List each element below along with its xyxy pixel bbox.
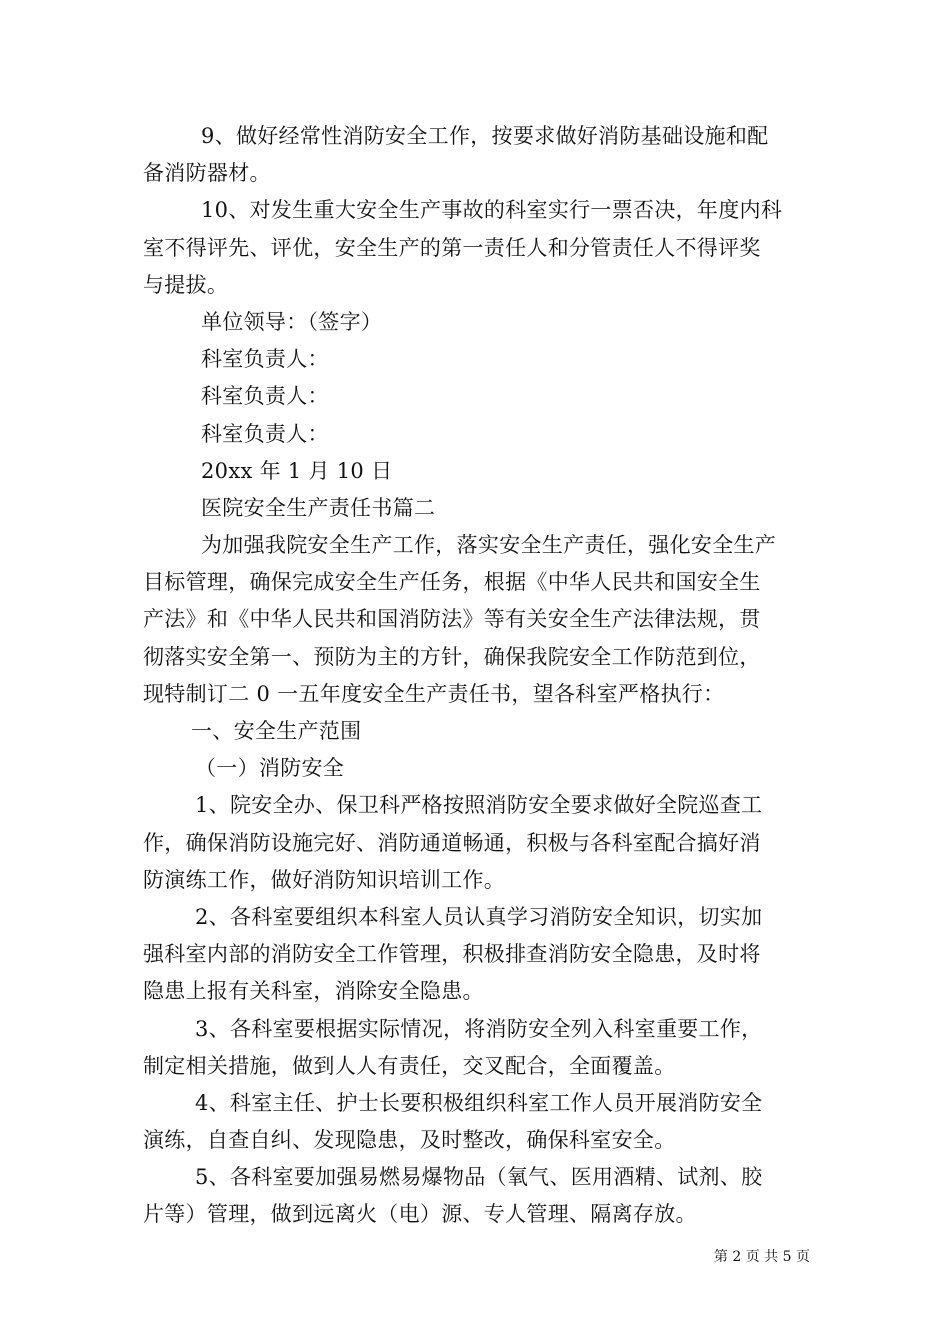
paragraph-line: 5、各科室要加强易燃易爆物品（氧气、医用酒精、试剂、胶 (195, 1165, 763, 1190)
paragraph-line: 备消防器材。 (143, 161, 271, 186)
heading-fire-safety: （一）消防安全 (195, 756, 345, 781)
paragraph-line: 强科室内部的消防安全工作管理，积极排查消防安全隐患，及时将 (143, 942, 761, 967)
signature-dept-head: 科室负责人： (201, 347, 329, 372)
signature-dept-head: 科室负责人： (201, 384, 329, 409)
paragraph-line: 1、院安全办、保卫科严格按照消防安全要求做好全院巡查工 (195, 793, 763, 818)
heading-safety-scope: 一、安全生产范围 (191, 719, 362, 743)
paragraph-line: 室不得评先、评优，安全生产的第一责任人和分管责任人不得评奖 (143, 235, 761, 260)
signature-unit-leader: 单位领导：（签字） (201, 309, 383, 334)
document-body (143, 118, 810, 1234)
paragraph-line: 目标管理，确保完成安全生产任务，根据《中华人民共和国安全生 (143, 570, 761, 595)
paragraph-line: 片等）管理，做到远离火（电）源、专人管理、隔离存放。 (143, 1202, 697, 1227)
paragraph-line: 彻落实安全第一、预防为主的方针，确保我院安全工作防范到位， (143, 644, 761, 669)
paragraph-line: 10、对发生重大安全生产事故的科室实行一票否决，年度内科 (201, 198, 783, 223)
signature-dept-head: 科室负责人： (201, 421, 329, 446)
paragraph-line: 为加强我院安全生产工作，落实安全生产责任，强化安全生产 (201, 533, 777, 558)
paragraph-line: 作，确保消防设施完好、消防通道畅通，积极与各科室配合搞好消 (143, 830, 761, 855)
paragraph-line: 现特制订二 0 一五年度安全生产责任书，望各科室严格执行： (143, 681, 725, 706)
page-number: 第 2 页 共 5 页 (713, 1249, 810, 1265)
paragraph-line: 2、各科室要组织本科室人员认真学习消防安全知识，切实加 (195, 904, 763, 929)
paragraph-line: 演练，自查自纠、发现隐患，及时整改，确保科室安全。 (143, 1128, 676, 1153)
document-date: 20xx 年 1 月 10 日 (201, 458, 393, 483)
paragraph-line: 9、做好经常性消防安全工作，按要求做好消防基础设施和配 (201, 124, 769, 148)
section-title: 医院安全生产责任书篇二 (201, 495, 436, 520)
paragraph-line: 制定相关措施，做到人人有责任，交叉配合，全面覆盖。 (143, 1053, 676, 1078)
paragraph-line: 4、科室主任、护士长要积极组织科室工作人员开展消防安全 (195, 1090, 763, 1115)
paragraph-line: 隐患上报有关科室，消除安全隐患。 (143, 979, 484, 1004)
paragraph-line: 产法》和《中华人民共和国消防法》等有关安全生产法律法规，贯 (143, 607, 761, 632)
paragraph-line: 与提拔。 (143, 272, 229, 297)
paragraph-line: 防演练工作，做好消防知识培训工作。 (143, 867, 506, 892)
paragraph-line: 3、各科室要根据实际情况，将消防安全列入科室重要工作， (195, 1016, 763, 1041)
